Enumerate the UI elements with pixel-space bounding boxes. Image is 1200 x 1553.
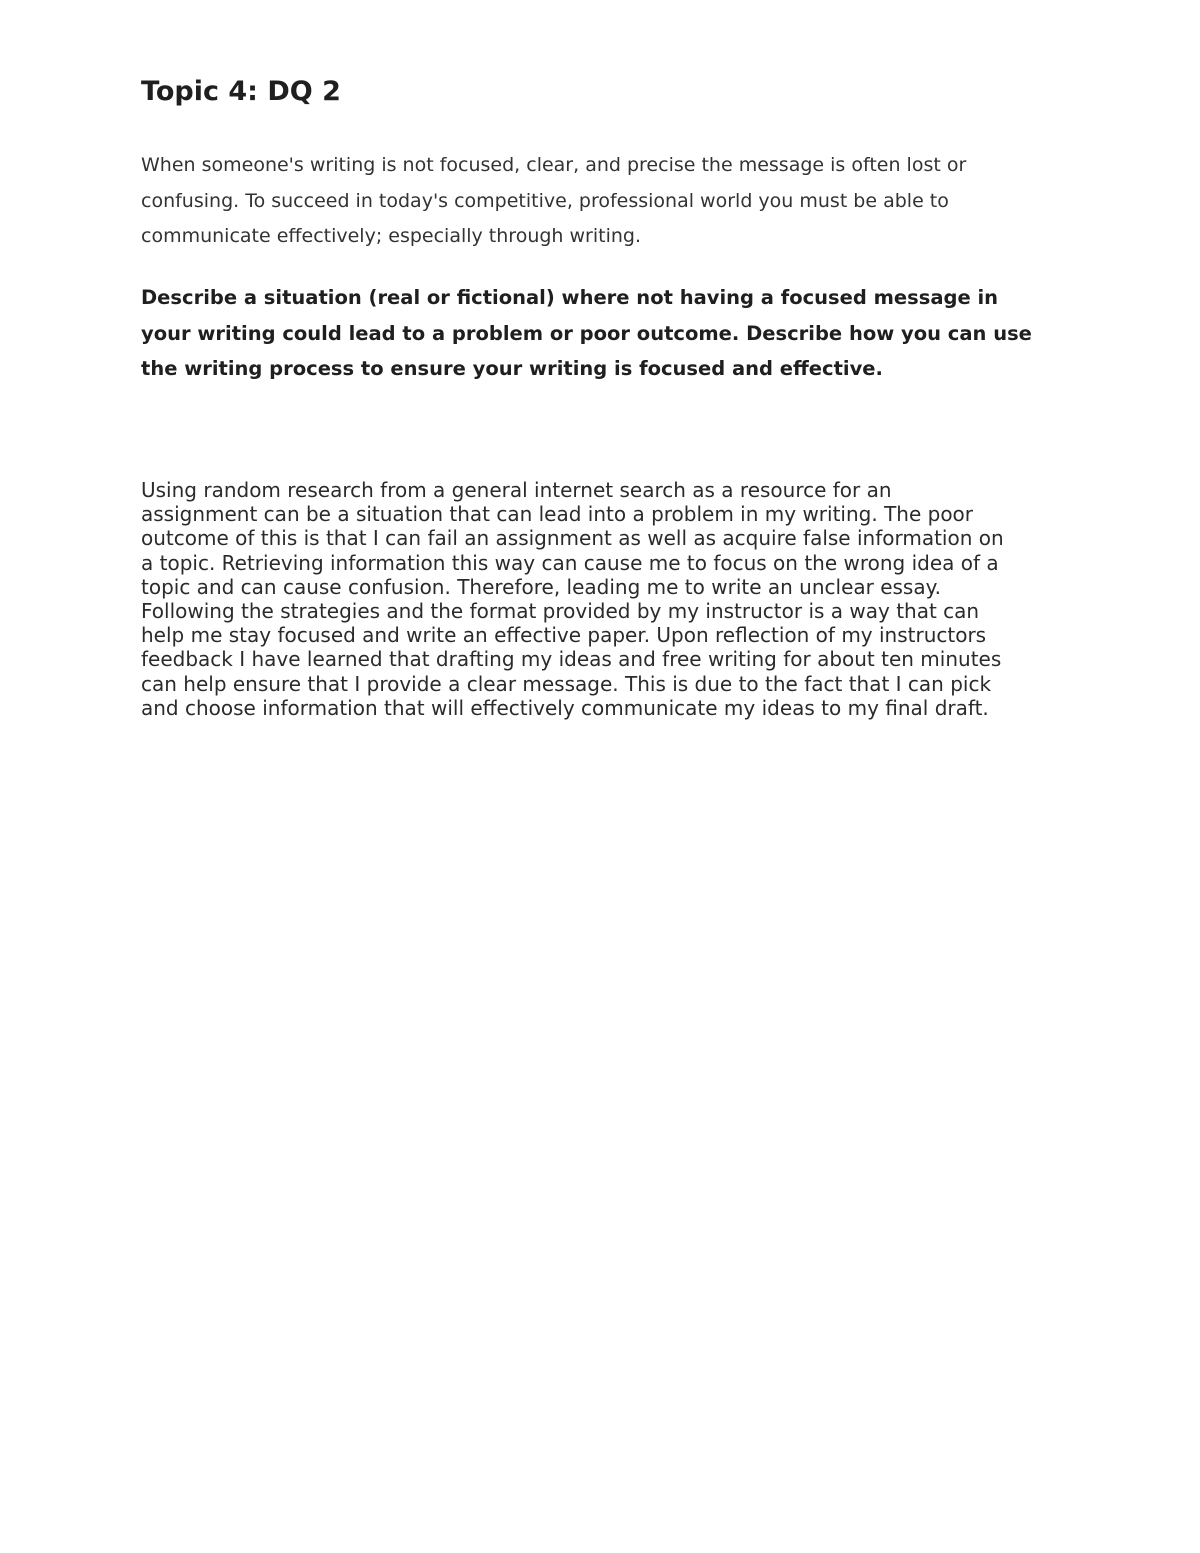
prompt-line: your writing could lead to a problem or poor outcome. Describe how you can use [141, 321, 1032, 345]
response-line: outcome of this is that I can fail an assignment as well as acquire false information on [141, 526, 1004, 551]
response-line: Using random research from a general internet search as a resource for an [141, 478, 892, 502]
prompt-line: Describe a situation (real or fictional) where not having a focused message in [141, 286, 999, 309]
prompt-paragraph [141, 280, 1071, 387]
intro-line: communicate effectively; especially through writing. [141, 225, 642, 247]
page-title: Topic 4: DQ 2 [141, 76, 341, 107]
response-line: and choose information that will effectively communicate my ideas to my final draft. [141, 695, 989, 720]
response-line: can help ensure that I provide a clear message. This is due to the fact that I can pick [141, 671, 992, 696]
response-line: a topic. Retrieving information this way can cause me to focus on the wrong idea of a [141, 550, 999, 575]
intro-paragraph [141, 148, 1041, 255]
response-line: feedback I have learned that drafting my ideas and free writing for about ten minutes [141, 647, 1002, 672]
intro-line: confusing. To succeed in today's competitive, professional world you must be able to [141, 189, 949, 212]
prompt-line: the writing process to ensure your writing is focused and effective. [141, 357, 883, 380]
intro-line: When someone's writing is not focused, clear, and precise the message is often lost or [141, 154, 967, 176]
response-line: help me stay focused and write an effective paper. Upon reflection of my instructors [141, 623, 987, 648]
response-line: topic and can cause confusion. Therefore, leading me to write an unclear essay. [141, 574, 941, 599]
response-paragraph [141, 478, 1061, 720]
response-line: assignment can be a situation that can lead into a problem in my writing. The poor [141, 502, 974, 527]
response-line: Following the strategies and the format provided by my instructor is a way that can [141, 599, 980, 624]
